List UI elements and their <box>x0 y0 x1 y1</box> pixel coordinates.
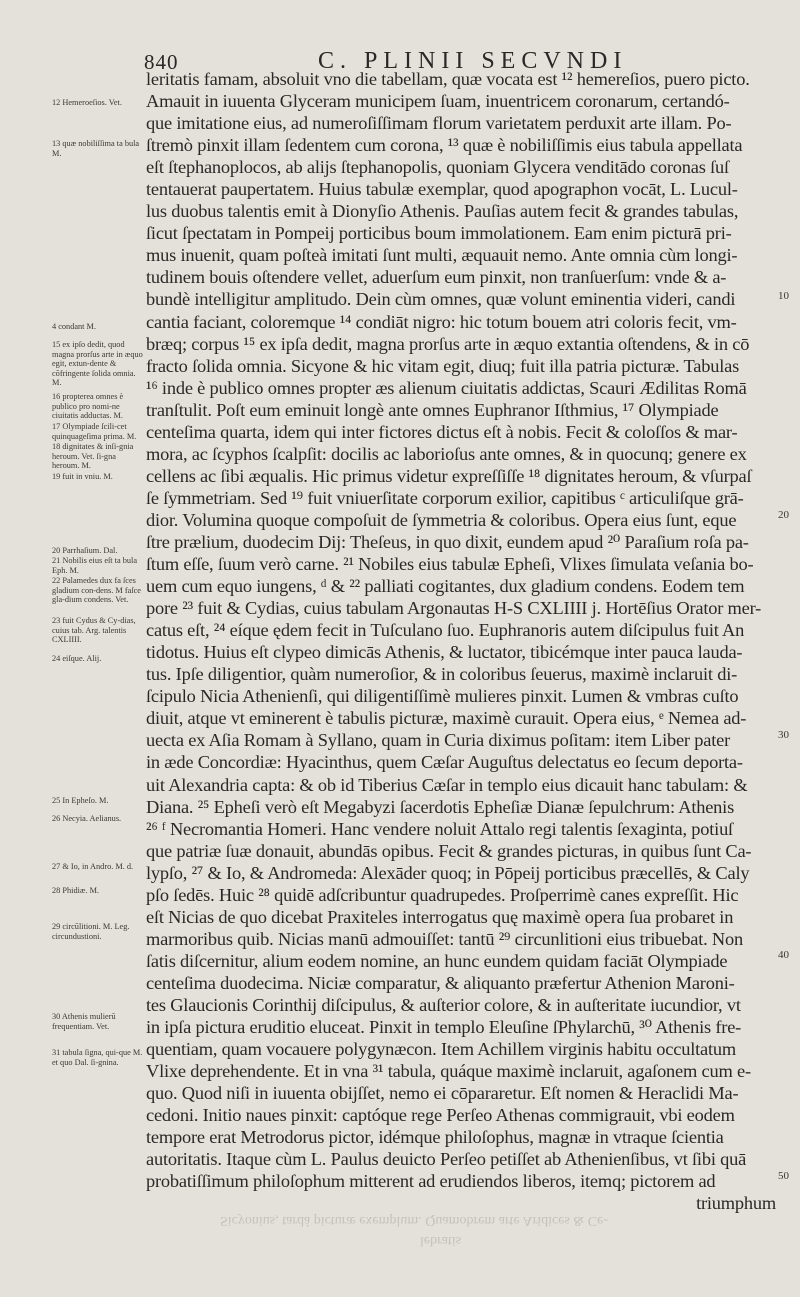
text-line: lus duobus talentis emit à Dionyſio Athenis. Pauſias autem fecit & grandes tabulas, <box>146 201 739 222</box>
text-line: pſo ſedēs. Huic ²⁸ quidē adſcribuntur quadrupedes. Proſperrimè canes expreſſit. Hic <box>146 884 739 905</box>
margin-note: 19 fuit in vniu. M. <box>52 472 113 481</box>
text-line: cellens ac ſibi æqualis. Hic primus videtur expreſſiſſe ¹⁸ dignitates heroum, & vſurpaſ <box>146 465 752 486</box>
margin-note: 27 & Io, in Andro. M. d. <box>52 862 134 871</box>
text-line: que imitatione eius, ad numeroſiſſimam florum varietatem perduxit arte illam. Po- <box>146 113 732 134</box>
bleed-through-text: Sicyonius, tardá picturæ exemplum. Quamobrem arte Aridices & Ce- <box>220 1213 609 1228</box>
text-line: tempore erat Metrodorus pictor, idémque philoſophus, magnæ in vtraque ſcientia <box>146 1127 724 1148</box>
margin-note: 26 Necyia. Aelianus. <box>52 814 122 823</box>
line-number: 20 <box>778 509 789 521</box>
text-line: dior. Volumina quoque compoſuit de ſymmetria & coloribus. Opera eius ſunt, eque <box>146 509 737 530</box>
margin-note: 31 tabula ſigna, qui-que M. et quo Dal. ſi-gnina. <box>52 1048 143 1067</box>
text-line: autoritatis. Itaque cùm L. Paulus deuicto Perſeo petiſſet ab Athenienſibus, vt ſibi quā <box>146 1149 747 1170</box>
running-head: C. PLINII SECVNDI <box>318 48 628 74</box>
text-line: cantia faciant, coloremque ¹⁴ condiāt nigro: hic totum bouem atri coloris fecit, vm- <box>146 311 737 332</box>
text-line: ſtremò pinxit illam ſedentem cum corona, ¹³ quæ è nobiliſſimis eius tabula appellata <box>146 135 743 156</box>
line-number: 50 <box>778 1170 789 1182</box>
text-line: Amauit in iuuenta Glyceram municipem ſuam, inuentricem coronarum, certandó- <box>146 91 730 112</box>
text-line: pore ²³ fuit & Cydias, cuius tabulam Argonautas H-S CXLIIII j. Hortēſius Orator mer- <box>146 598 762 619</box>
text-line: tranſtulit. Poſt eum eminuit longè ante omnes Euphranor Iſthmius, ¹⁷ Olympiade <box>146 399 719 420</box>
text-line: ¹⁶ inde è publico omnes propter æs alienum ciuitatis addictas, Scauri Ædilitas Romā <box>146 377 747 398</box>
text-line: bundè intelligitur amplitudo. Dein cùm omnes, quæ volunt eminentia videri, candi <box>146 289 736 310</box>
margin-note: 18 dignitates & inſi-gnia heroum. Vet. ſi-gna heroum. M. <box>52 442 134 470</box>
text-line: cedoni. Initio naues pinxit: captóque rege Perſeo Athenas commigrauit, vbi eodem <box>146 1105 735 1126</box>
text-line: bræq; corpus ¹⁵ ex ipſa dedit, magna prorſus arte in æquo extantia oſtendens, & in cō <box>146 333 750 354</box>
margin-note: 16 propterea omnes è publico pro nomi-ne ciuitatis adductas. M. <box>52 392 124 420</box>
text-line: ſtum eſſe, ſuum verò carne. ²¹ Nobiles eius tabulæ Epheſi, Vlixes ſimulata veſania bo- <box>146 554 754 575</box>
text-line: ²⁶ ᶠ Necromantia Homeri. Hanc vendere noluit Attalo regi talentis ſexaginta, potiuſ <box>146 818 733 839</box>
text-line: marmoribus quib. Nicias manū admouiſſet: tantū ²⁹ circunlitioni eius tribuebat. Non <box>146 928 743 949</box>
text-line: uit Alexandria capta: & ob id Tiberius Cæſar in templo eius dicauit hanc tabulam: & <box>146 774 748 795</box>
text-line: quo. Quod niſi in iuuenta obijſſet, nemo ei cōpararetur. Eſt nomen & Heraclidi Ma- <box>146 1083 739 1104</box>
text-line: centeſima duodecima. Niciæ comparatur, & aliquanto præfertur Athenion Maroni- <box>146 972 735 993</box>
margin-note: 29 circūlitioni. M. Leg. circundustioni. <box>52 922 130 941</box>
text-line: tus. Ipſe diligentior, quàm numeroſior, & in coloribus ſeuerus, maximè inclaruit di- <box>146 664 738 685</box>
margin-note: 4 condant M. <box>52 322 97 331</box>
text-line: Diana. ²⁵ Epheſi verò eſt Megabyzi ſacerdotis Epheſiæ Dianæ ſepulchrum: Athenis <box>146 796 735 817</box>
text-line: uecta ex Aſia Romam à Syllano, quam in Curia diximus poſitam: item Liber pater <box>146 730 731 751</box>
text-line: leritatis famam, absoluit vno die tabellam, quæ vocata est ¹² hemereſios, puero picto. <box>146 69 750 89</box>
text-line: quentiam, quam vocauere polygynæcon. Item Achillem virginis habitu occultatum <box>146 1039 736 1060</box>
page-number: 840 <box>144 50 179 74</box>
text-line: ſtre prælium, duodecim Dij: Theſeus, in quo dixit, eundem apud ²⁰ Paraſium roſa pa- <box>146 531 749 552</box>
margin-note: 30 Athenis mulierū frequentiam. Vet. <box>52 1012 116 1031</box>
text-line: diuit, atque vt eminerent è tabulis picturæ, maximè curauit. Opera eius, ᵉ Nemea ad- <box>146 708 747 729</box>
bleed-through-text: lebratis <box>420 1233 462 1248</box>
text-line: ſatis diſcernitur, alium eodem nomine, an hunc eundem quidam faciāt Olympiade <box>146 950 728 971</box>
text-line: catus eſt, ²⁴ eíque ędem fecit in Tuſculano ſuo. Euphranoris autem diſcipulus fuit An <box>146 620 745 641</box>
text-line: tentauerat paupertatem. Huius tabulæ exemplar, quod apographon vocāt, L. Lucul- <box>146 179 738 200</box>
text-line: ſcipulo Nicia Athenienſi, qui diligentiſſimè mulieres pinxit. Lumen & vmbras cuſto <box>146 686 739 707</box>
text-line: tidotus. Huius eſt clypeo dimicās Athenis, & luctator, tibicémque inter pauca lauda- <box>146 642 743 663</box>
text-line: in ipſa pictura eruditio eluceat. Pinxit in templo Eleuſine ſPhylarchū, ³⁰ Athenis fre- <box>146 1017 742 1038</box>
text-line: centeſima quarta, idem qui inter fictores dictus eſt à nobis. Fecit & coloſſos & mar- <box>146 421 738 442</box>
text-line: eſt Nicias de quo dicebat Praxiteles interrogatus quę maximè opera ſua probaret in <box>146 906 734 927</box>
text-line: ſicut ſpectatam in Pompeij porticibus boum immolationem. Eam enim picturā pri- <box>146 223 732 244</box>
text-line: ſe ſymmetriam. Sed ¹⁹ fuit vniuerſitate corporum exilior, capitibus ᶜ articuliſque grā- <box>146 487 744 508</box>
margin-note: 15 ex ipſo dedit, quod magna prorſus arte in æquo egit, extun-dente & cōfringente ſolida omnia. M. <box>52 340 143 387</box>
text-line: in æde Concordiæ: Hyacinthus, quem Cæſar Auguſtus delectatus eo ſecum deporta- <box>146 752 743 773</box>
line-number: 10 <box>778 290 789 302</box>
text-line: tudinem bouis oſtendere vellet, aduerſum eum pinxit, non tranſuerſum: vnde & a- <box>146 267 727 288</box>
margin-note: 28 Phidiæ. M. <box>52 886 100 895</box>
margin-note: 12 Hemeroeſios. Vet. <box>52 98 122 107</box>
margin-note: 21 Nobilis eius eſt ta bula Eph. M. <box>52 556 138 575</box>
text-line: tes Glaucionis Corinthij diſcipulus, & auſterior colore, & in auſteritate iucundior, vt <box>146 994 741 1015</box>
text-line: que patriæ ſuæ donauit, abundās opibus. Fecit & grandes picturas, in quibus ſunt Ca- <box>146 840 752 861</box>
text-line: Vlixe deprehendente. Et in vna ³¹ tabula, quáque maximè inclaruit, agaſonem cum e- <box>146 1061 751 1082</box>
text-line: uem cum equo iungens, ᵈ & ²² palliati cogitantes, dux gladium condens. Eodem tem <box>146 576 745 597</box>
text-line: fracto ſolida omnia. Sicyone & hic vitam egit, diuq; fuit illa patria picturæ. Tabulas <box>146 355 740 376</box>
margin-note: 13 quæ nobiliſſima ta bula M. <box>52 139 140 158</box>
text-line: lypſo, ²⁷ & Io, & Andromeda: Alexāder quoq; in Pōpeij porticibus præcellēs, & Caly <box>146 862 750 883</box>
margin-note: 24 eiſque. Alij. <box>52 654 102 663</box>
line-number: 30 <box>778 729 789 741</box>
margin-note: 25 In Epheſo. M. <box>52 796 109 805</box>
margin-note: 20 Parrhaſium. Dal. <box>52 546 118 555</box>
text-line: probatiſſimum philoſophum mitterent ad erudiendos liberos, itemq; pictorem ad <box>146 1171 716 1192</box>
body-text <box>146 68 776 1214</box>
margin-note: 23 fuit Cydus & Cy-dias, cuius tab. Arg. talentis CXLIIII. <box>52 616 136 644</box>
margin-note: 17 Olympiade ſcili-cet quinquageſima prima. M. <box>52 422 137 441</box>
text-line: mora, ac ſcyphos ſcalpſit: docilis ac laborioſus ante omnes, & in quocunq; genere ex <box>146 443 747 464</box>
text-line: mus inuenit, quam poſteà imitati ſunt multi, æquauit nemo. Ante omnia cùm longi- <box>146 245 738 266</box>
margin-note: 22 Palamedes dux fa ſces gladium con-dens. M faſce gla-dium condens. Vet. <box>52 576 141 604</box>
text-line: eſt ſtephanoplocos, ab alijs ſtephanopolis, quoniam Glycera venditādo coronas ſuſ <box>146 157 729 178</box>
line-number: 40 <box>778 949 789 961</box>
catchword: triumphum <box>696 1193 776 1214</box>
